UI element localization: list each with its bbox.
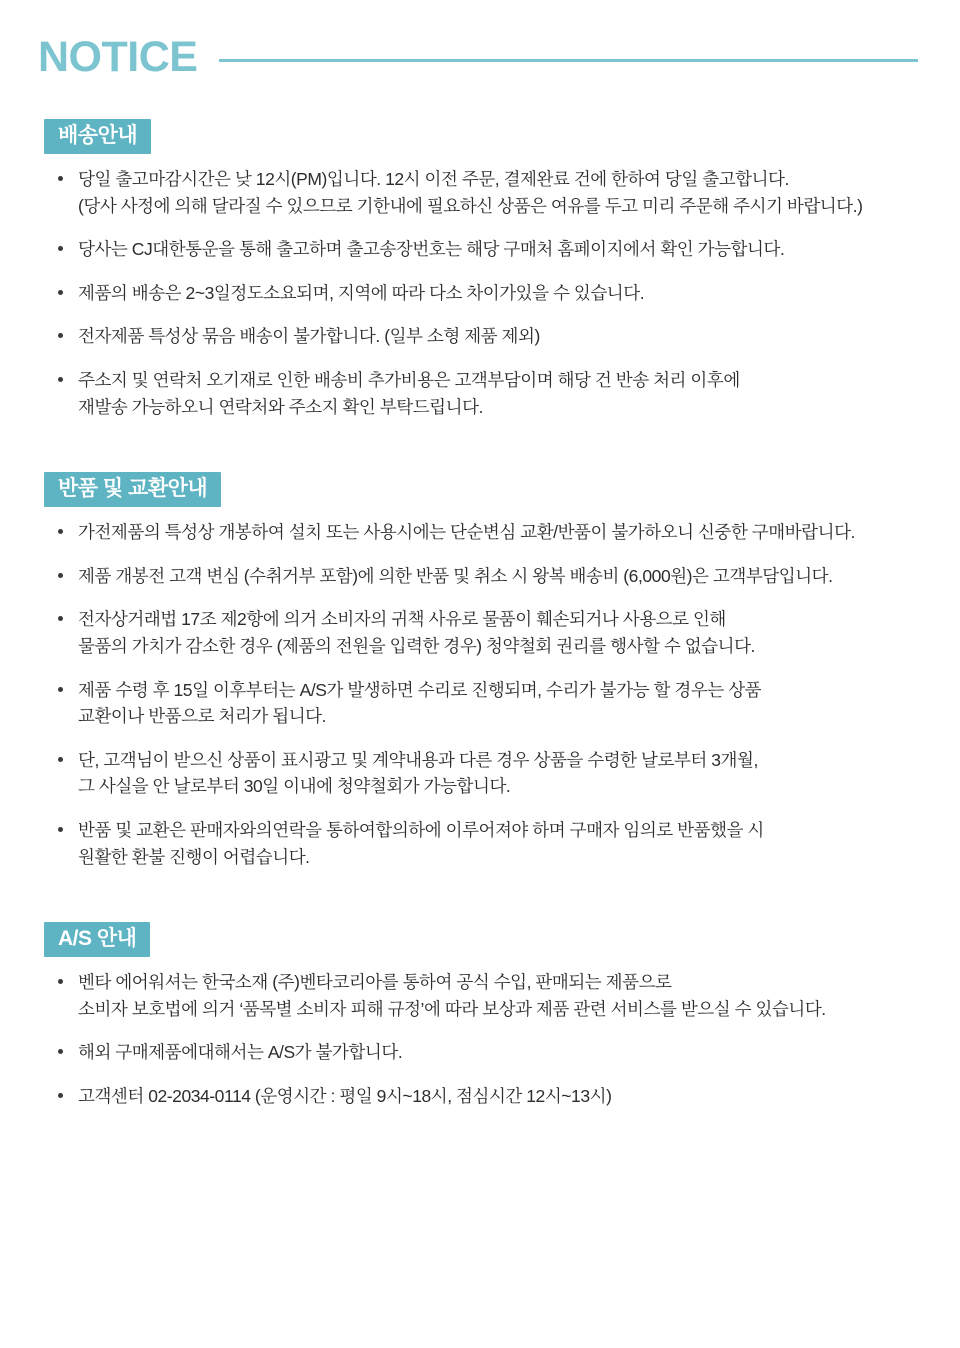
list-item-line: 당일 출고마감시간은 낮 12시(PM)입니다. 12시 이전 주문, 결제완료 건에 한하여 당일 출고합니다. (78, 169, 789, 190)
list-item-line: 물품의 가치가 감소한 경우 (제품의 전원을 입력한 경우) 청약철회 권리를 행사할 수 없습니다. (78, 636, 755, 657)
list-item (52, 519, 922, 546)
list-item-line: (당사 사정에 의해 달라질 수 있으므로 기한내에 필요하신 상품은 여유를 두고 미리 주문해 주시기 바랍니다.) (78, 195, 863, 216)
list-item-line: 반품 및 교환은 판매자와의연락을 통하여합의하에 이루어져야 하며 구매자 임의로 반품했을 시 (78, 820, 764, 840)
section-badge: 배송안내 (44, 119, 151, 154)
list-item-line: 교환이나 반품으로 처리가 됩니다. (78, 706, 327, 727)
list-item-line: 제품 개봉전 고객 변심 (수취거부 포함)에 의한 반품 및 취소 시 왕복 배송비 (6,000원)은 고객부담입니다. (78, 565, 833, 586)
bullet-dot-icon (58, 529, 63, 534)
bullet-dot-icon (58, 616, 63, 621)
bullet-dot-icon (58, 246, 63, 251)
list-item-line: 당사는 CJ대한통운을 통해 출고하며 출고송장번호는 해당 구매처 홈페이지에서 확인 가능합니다. (78, 239, 785, 260)
bullet-dot-icon (58, 979, 63, 984)
bullet-dot-icon (58, 827, 63, 832)
bullet-dot-icon (58, 377, 63, 382)
list-item-line: 재발송 가능하오니 연락처와 주소지 확인 부탁드립니다. (78, 396, 483, 417)
page-header (38, 0, 922, 89)
bullet-dot-icon (58, 333, 63, 338)
list-item-line: 제품의 배송은 2~3일정도소요되며, 지역에 따라 다소 차이가있을 수 있습니다. (78, 282, 645, 303)
list-item-line: 전자상거래법 17조 제2항에 의거 소비자의 귀책 사유로 물품이 훼손되거나 사용으로 인해 (78, 609, 726, 630)
list-item (52, 1039, 922, 1066)
bullet-dot-icon (58, 1049, 63, 1054)
notice-section (38, 922, 922, 1109)
section-badge-wrap (38, 922, 922, 957)
list-item (52, 323, 922, 350)
page-title: NOTICE (38, 33, 198, 81)
section-badge: A/S 안내 (44, 922, 150, 957)
list-item (52, 817, 922, 870)
list-item (52, 563, 922, 590)
list-item-line: 가전제품의 특성상 개봉하여 설치 또는 사용시에는 단순변심 교환/반품이 불가하오니 신중한 구매바랍니다. (78, 522, 855, 543)
list-item-line: 해외 구매제품에대해서는 A/S가 불가합니다. (78, 1042, 403, 1063)
notice-list (38, 519, 922, 870)
bullet-dot-icon (58, 687, 63, 692)
notice-list (38, 166, 922, 420)
list-item (52, 166, 922, 219)
header-divider (219, 59, 918, 62)
section-badge: 반품 및 교환안내 (44, 472, 221, 507)
list-item-line: 고객센터 02-2034-0114 (운영시간 : 평일 9시~18시, 점심시간 12시~13시) (78, 1086, 612, 1107)
bullet-dot-icon (58, 1093, 63, 1098)
list-item (52, 747, 922, 800)
list-item-line: 소비자 보호법에 의거 ‘품목별 소비자 피해 규정’에 따라 보상과 제품 관련 서비스를 받으실 수 있습니다. (78, 998, 826, 1019)
list-item (52, 606, 922, 659)
list-item (52, 677, 922, 730)
list-item-line: 단, 고객님이 받으신 상품이 표시광고 및 계약내용과 다른 경우 상품을 수령한 날로부터 3개월, (78, 749, 758, 770)
list-item (52, 1083, 922, 1110)
list-item-line: 원활한 환불 진행이 어렵습니다. (78, 846, 310, 867)
notice-sections (38, 119, 922, 1110)
list-item-line: 주소지 및 연락처 오기재로 인한 배송비 추가비용은 고객부담이며 해당 건 반송 처리 이후에 (78, 370, 740, 391)
list-item-line: 제품 수령 후 15일 이후부터는 A/S가 발생하면 수리로 진행되며, 수리가 불가능 할 경우는 상품 (78, 679, 762, 700)
notice-section (38, 119, 922, 420)
list-item (52, 236, 922, 263)
list-item-line: 그 사실을 안 날로부터 30일 이내에 청약철회가 가능합니다. (78, 776, 511, 797)
list-item (52, 969, 922, 1022)
list-item (52, 367, 922, 420)
section-badge-wrap (38, 472, 922, 507)
bullet-dot-icon (58, 573, 63, 578)
list-item-line: 벤타 에어워셔는 한국소재 (주)벤타코리아를 통하여 공식 수입, 판매되는 제품으로 (78, 972, 672, 993)
bullet-dot-icon (58, 290, 63, 295)
bullet-dot-icon (58, 176, 63, 181)
section-badge-wrap (38, 119, 922, 154)
notice-list (38, 969, 922, 1109)
list-item-line: 전자제품 특성상 묶음 배송이 불가합니다. (일부 소형 제품 제외) (78, 326, 540, 347)
notice-section (38, 472, 922, 870)
bullet-dot-icon (58, 757, 63, 762)
list-item (52, 280, 922, 307)
